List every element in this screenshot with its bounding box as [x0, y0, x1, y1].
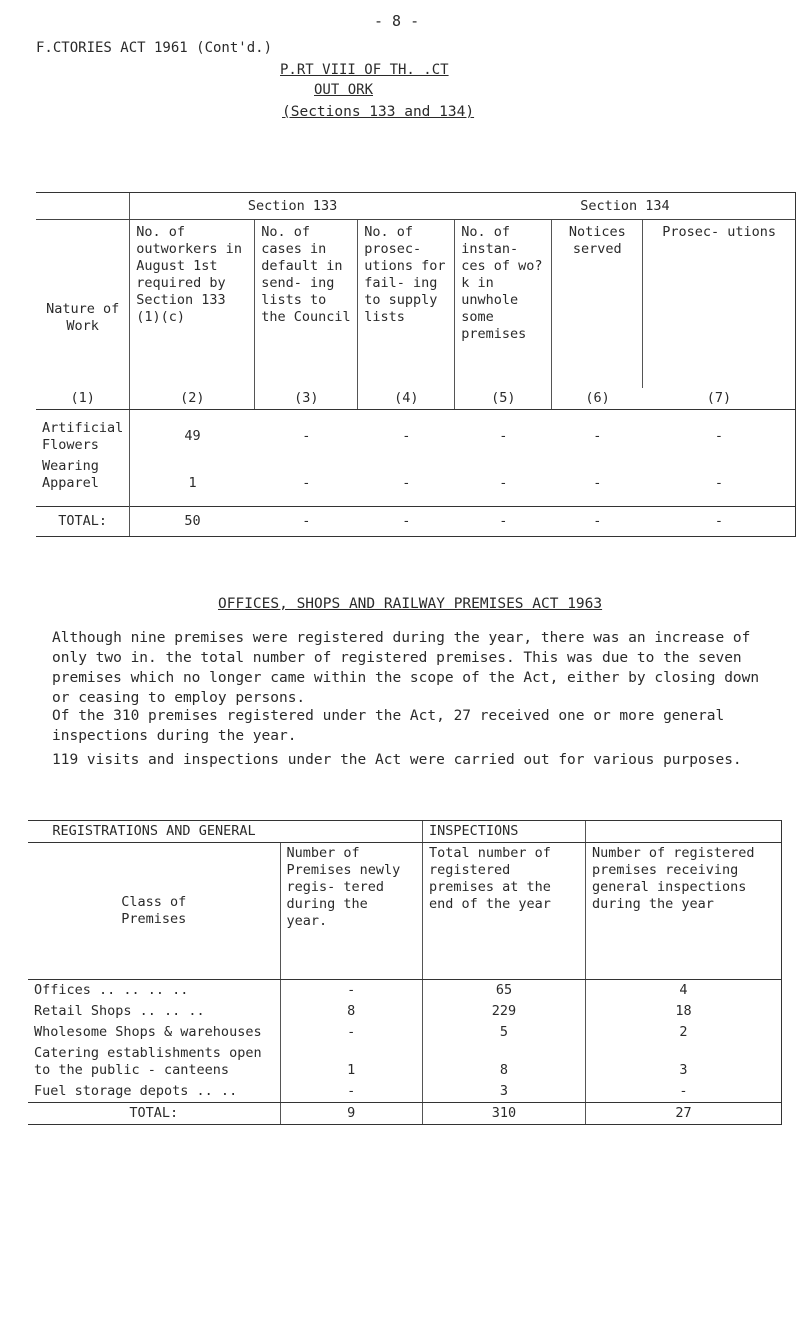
cell-value: -: [499, 475, 508, 491]
column-header-total-registered: Total number of registered premises at the end of the year: [423, 843, 586, 980]
column-number: (2): [130, 388, 255, 410]
table-row: [28, 980, 782, 1002]
column-header-default-cases: No. of cases in default in send- ing lists to the Council: [255, 220, 358, 389]
cell-value: 2: [586, 1022, 782, 1043]
page-number: - 8 -: [374, 12, 420, 30]
cell-value: -: [302, 428, 311, 444]
total-label: TOTAL:: [36, 507, 130, 537]
sections-reference: (Sections 133 and 134): [282, 104, 475, 120]
registrations-table: [28, 820, 782, 1125]
cell-value: 3: [423, 1081, 586, 1103]
table-row: [28, 1081, 782, 1103]
column-header-nature: Nature of Work: [46, 301, 120, 334]
total-value: -: [255, 507, 358, 537]
column-number: (5): [455, 388, 552, 410]
banner-inspections: INSPECTIONS: [423, 821, 586, 843]
table-row: [36, 410, 796, 457]
column-header-outworkers: No. of outworkers in August 1st required by Section 133 (1)(c): [130, 220, 255, 389]
table-row: [28, 1022, 782, 1043]
cell-value: -: [593, 475, 602, 491]
banner-registrations: REGISTRATIONS AND GENERAL: [28, 821, 280, 843]
column-number: (7): [643, 388, 796, 410]
total-value: -: [455, 507, 552, 537]
cell-value: -: [402, 428, 411, 444]
cell-value: 4: [586, 980, 782, 1002]
row-label: Retail Shops .. .. ..: [34, 1003, 205, 1019]
total-value: 310: [423, 1103, 586, 1125]
row-label: Fuel storage depots .. ..: [28, 1081, 280, 1103]
total-value: -: [552, 507, 643, 537]
row-label: Artificial Flowers: [42, 420, 124, 453]
row-label: Catering establishments open to the public - canteens: [34, 1045, 262, 1078]
column-header-receiving-inspections: Number of registered premises receiving general inspections during the year: [586, 843, 782, 980]
paragraph-inspections: Of the 310 premises registered under the Act, 27 received one or more general inspections during the year.: [52, 708, 725, 744]
paragraph-registration: Although nine premises were registered during the year, there was an increase of only two in. the total number of registered premises. This was due to the seven premises which no longer came within the scope of the Act, either by closing down or ceasing to employ persons.: [52, 630, 760, 706]
cell-value: -: [586, 1081, 782, 1103]
column-header-prosecutions-lists: No. of prosec- utions for fail- ing to supply lists: [358, 220, 455, 389]
section-133-header: Section 133: [130, 193, 455, 220]
cell-value: 49: [130, 410, 255, 457]
cell-value: 18: [586, 1001, 782, 1022]
cell-value: 65: [423, 980, 586, 1002]
column-number: (3): [255, 388, 358, 410]
table-row: [36, 456, 796, 507]
part-subtitle: OUT ORK: [314, 82, 374, 98]
cell-value: 1: [280, 1043, 423, 1081]
total-value: 27: [586, 1103, 782, 1125]
cell-value: 1: [130, 456, 255, 507]
total-value: 9: [280, 1103, 423, 1125]
column-number: (4): [358, 388, 455, 410]
row-label: Wholesome Shops & warehouses: [34, 1024, 262, 1040]
cell-value: 5: [423, 1022, 586, 1043]
column-header-prosecutions: Prosec- utions: [643, 220, 796, 389]
cell-value: -: [593, 428, 602, 444]
cell-value: -: [643, 456, 796, 507]
cell-value: -: [499, 428, 508, 444]
row-label: Offices .. .. .. ..: [34, 982, 189, 998]
cell-value: 8: [423, 1043, 586, 1081]
outwork-table: [36, 192, 796, 537]
cell-value: -: [280, 1022, 423, 1043]
row-label: Wearing Apparel: [42, 458, 99, 491]
cell-value: -: [643, 410, 796, 457]
cell-value: -: [302, 475, 311, 491]
column-header-class: Class of Premises: [28, 843, 280, 980]
offices-act-title: OFFICES, SHOPS AND RAILWAY PREMISES ACT 1963: [218, 596, 603, 612]
section-134-header: Section 134: [455, 193, 796, 220]
cell-value: 8: [280, 1001, 423, 1022]
cell-value: -: [402, 475, 411, 491]
cell-value: -: [280, 980, 423, 1002]
column-header-unwholesome: No. of instan- ces of wo?k in unwhole some premises: [455, 220, 552, 389]
part-title: P.RT VIII OF TH. .CT: [280, 62, 449, 78]
table-row: [28, 1001, 782, 1022]
act-heading: F.CTORIES ACT 1961 (Cont'd.): [36, 40, 273, 56]
total-label: TOTAL:: [28, 1103, 280, 1125]
cell-value: 3: [586, 1043, 782, 1081]
total-row: [36, 507, 796, 537]
table-row: [28, 1043, 782, 1081]
cell-value: 229: [423, 1001, 586, 1022]
total-value: 50: [130, 507, 255, 537]
column-header-notices: Notices served: [552, 220, 643, 389]
total-value: -: [358, 507, 455, 537]
total-value: -: [643, 507, 796, 537]
column-number: (1): [36, 388, 130, 410]
column-number: (6): [552, 388, 643, 410]
cell-value: -: [280, 1081, 423, 1103]
paragraph-visits: 119 visits and inspections under the Act were carried out for various purposes.: [52, 752, 742, 768]
column-header-newly-registered: Number of Premises newly regis- tered during the year.: [280, 843, 423, 980]
total-row: [28, 1103, 782, 1125]
